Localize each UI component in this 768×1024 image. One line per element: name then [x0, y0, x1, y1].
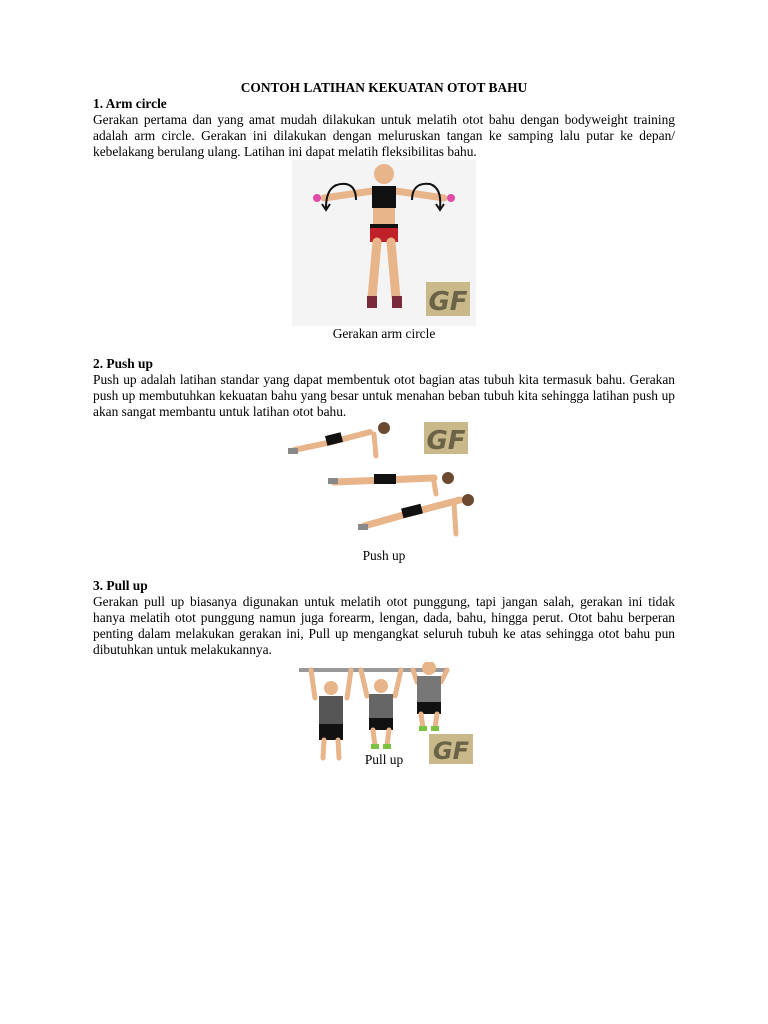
section-text-pull-up: Gerakan pull up biasanya digunakan untuk melatih otot punggung, tapi jangan salah, gerakan ini tidak hanya melatih otot punggung namun juga forearm, lengan, dada, bahu, hingga perut. Otot bahu berperan penting dalam melakukan gerakan ini, Pull up mengangkat seluruh tubuh ke atas sehingga otot bahu pun dibutuhkan untuk melakukannya.: [93, 594, 675, 657]
section-heading-arm-circle: 1. Arm circle: [93, 96, 167, 111]
gf-logo-arm-circle: GF: [428, 287, 468, 317]
push-up-person-top: [288, 422, 390, 456]
document-title: CONTOH LATIHAN KEKUATAN OTOT BAHU: [240, 80, 528, 95]
pull-up-person-1: [311, 670, 351, 758]
document-page: [93, 80, 675, 768]
push-up-person-middle: [328, 472, 454, 494]
gf-logo-pull-up: GF: [432, 737, 470, 765]
section-heading-pull-up: 3. Pull up: [93, 578, 148, 593]
arm-circle-illustration: [284, 160, 484, 326]
push-up-illustration: [284, 420, 484, 544]
pull-up-illustration: [289, 662, 479, 766]
pull-up-figure: [289, 662, 479, 766]
arm-circle-figure: [284, 160, 484, 326]
caption-pull-up: Pull up: [364, 752, 404, 767]
push-up-person-bottom: [358, 494, 474, 534]
section-text-arm-circle: Gerakan pertama dan yang amat mudah dilakukan untuk melatih otot bahu dengan bodyweight training adalah arm circle. Gerakan ini dilakukan dengan meluruskan tangan ke samping lalu putar ke depan/ kebelakang berulang ulang. Latihan ini dapat melatih fleksibilitas bahu.: [93, 112, 675, 159]
pull-up-person-2: [361, 670, 401, 749]
section-text-push-up: Push up adalah latihan standar yang dapat membentuk otot bagian atas tubuh kita termasuk bahu. Gerakan push up membutuhkan kekuatan bahu yang besar untuk menahan beban tubuh kita sehingga latihan push up akan sangat membantu untuk latihan otot bahu.: [93, 372, 675, 419]
section-heading-push-up: 2. Push up: [93, 356, 153, 371]
pull-up-person-3: [413, 662, 447, 731]
caption-arm-circle: Gerakan arm circle: [332, 326, 436, 341]
caption-push-up: Push up: [362, 548, 406, 563]
gf-logo-push-up: GF: [426, 426, 466, 456]
push-up-figure: [284, 420, 484, 544]
